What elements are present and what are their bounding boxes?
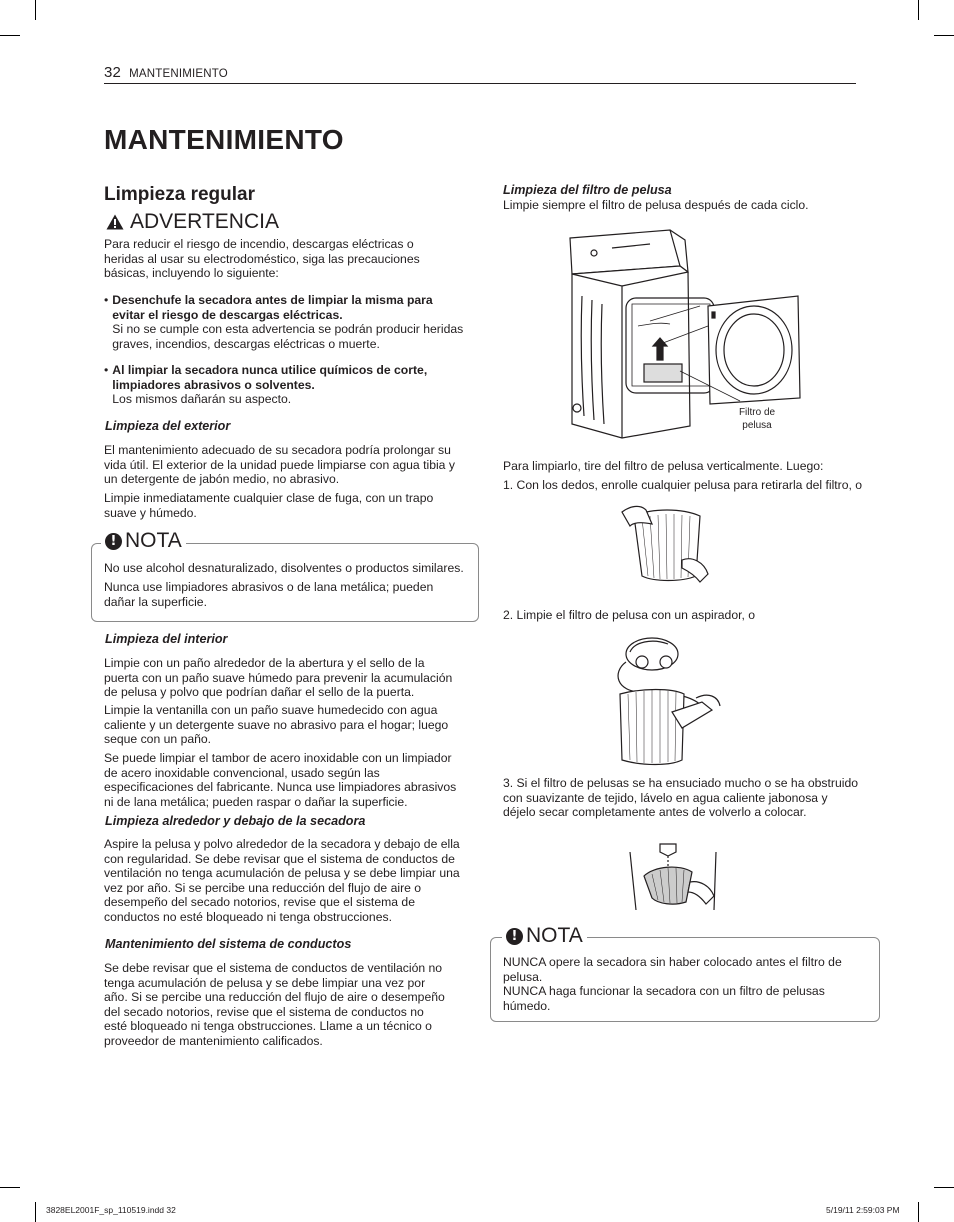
vacuum-cleaning-illustration bbox=[612, 632, 722, 767]
warning-label: ADVERTENCIA bbox=[130, 210, 279, 233]
warning-bullet: • Desenchufe la secadora antes de limpiar la misma para evitar el riesgo de descargas eléctricas. Si no se cumple con esta advertencia se podrán producir heridas graves, incendios, descargas eléctricas o muerte. bbox=[104, 293, 464, 351]
warning-bullet: • Al limpiar la secadora nunca utilice químicos de corte, limpiadores abrasivos o solventes. Los mismos dañarán su aspecto. bbox=[104, 363, 444, 407]
callout-line: pelusa bbox=[742, 420, 772, 431]
note-text: Nunca use limpiadores abrasivos o de lana metálica; pueden dañar la superficie. bbox=[104, 580, 434, 609]
paragraph: Limpie con un paño alrededor de la abertura y el sello de la puerta con un paño suave húmedo para prevenir la acumulación de pelusa y polvo que podrían dañar el sello de la puerta. bbox=[104, 656, 453, 700]
paragraph: Limpie la ventanilla con un paño suave humedecido con agua caliente y un detergente suave no abrasivo para el hogar; luego seque con un paño. bbox=[104, 703, 449, 747]
subheading-interior: Limpieza del interior bbox=[105, 632, 228, 646]
warning-title bbox=[106, 210, 279, 234]
footer-date: 5/19/11 2:59:03 PM bbox=[826, 1205, 900, 1215]
note-title: NOTA bbox=[125, 529, 182, 552]
step-2: 2. Limpie el filtro de pelusa con un aspirador, o bbox=[503, 608, 756, 622]
note-header bbox=[101, 529, 186, 553]
warning-intro: Para reducir el riesgo de incendio, descargas eléctricas o heridas al usar su electrodoméstico, siga las precauciones básicas, incluyendo lo siguiente: bbox=[104, 237, 420, 281]
page-number: 32 bbox=[104, 64, 122, 81]
warning-bullet-bold: Al limpiar la secadora nunca utilice químicos de corte, limpiadores abrasivos o solventes. bbox=[112, 363, 428, 392]
paragraph: El mantenimiento adecuado de su secadora podría prolongar su vida útil. El exterior de la unidad puede limpiarse con agua tibia y un detergente de jabón medio, no abrasivo. bbox=[104, 443, 455, 487]
subheading-ducts: Mantenimiento del sistema de conductos bbox=[105, 937, 352, 951]
note-text: NUNCA haga funcionar la secadora con un filtro de pelusas húmedo. bbox=[503, 984, 825, 1013]
washing-filter-illustration bbox=[630, 842, 720, 912]
paragraph: Aspire la pelusa y polvo alrededor de la secadora y debajo de ella con regularidad. Se debe revisar que el sistema de conductos de ventilación no tenga acumulación de pelusa y se debe limpiar una vez por año. Si se percibe una reducción del flujo de aire o desempeño del secado notorios, revise que el sistema de conductos no esté bloqueado ni tenga obstrucciones. bbox=[104, 837, 460, 924]
section-heading: Limpieza regular bbox=[104, 184, 255, 205]
paragraph: Limpie siempre el filtro de pelusa después de cada ciclo. bbox=[503, 198, 809, 212]
crop-mark bbox=[35, 0, 36, 20]
note-text: NUNCA opere la secadora sin haber colocado antes el filtro de pelusa. bbox=[503, 955, 842, 984]
paragraph: Se puede limpiar el tambor de acero inoxidable con un limpiador de acero inoxidable convencional, usado según las especificaciones del fabricante. Nunca use limpiadores abrasivos ni de lana metálica; pueden raspar o dañar la superficie. bbox=[104, 751, 457, 809]
paragraph: Limpie inmediatamente cualquier clase de fuga, con un trapo suave y húmedo. bbox=[104, 491, 434, 520]
note-header bbox=[502, 924, 587, 948]
filter-callout-label bbox=[722, 406, 792, 432]
footer-file: 3828EL2001F_sp_110519.indd 32 bbox=[46, 1205, 176, 1215]
step-1: 1. Con los dedos, enrolle cualquier pelusa para retirarla del filtro, o bbox=[503, 478, 863, 492]
crop-mark bbox=[35, 1202, 36, 1222]
note-text: No use alcohol desnaturalizado, disolventes o productos similares. bbox=[104, 561, 464, 575]
running-section: MANTENIMIENTO bbox=[129, 68, 228, 80]
running-header bbox=[104, 64, 228, 81]
warning-bullet-bold: Desenchufe la secadora antes de limpiar la misma para evitar el riesgo de descargas eléctricas. bbox=[112, 293, 433, 322]
crop-mark bbox=[0, 35, 20, 36]
page-title: MANTENIMIENTO bbox=[104, 124, 344, 155]
subheading-around: Limpieza alrededor y debajo de la secadora bbox=[105, 814, 366, 828]
step-3: 3. Si el filtro de pelusas se ha ensuciado mucho o se ha obstruido con suavizante de tejido, lávelo en agua caliente jabonosa y déjelo secar completamente antes de volverlo a colocar. bbox=[503, 776, 859, 820]
subheading-lint-filter: Limpieza del filtro de pelusa bbox=[503, 183, 672, 197]
paragraph: Para limpiarlo, tire del filtro de pelusa verticalmente. Luego: bbox=[503, 459, 824, 473]
warning-triangle-icon bbox=[106, 214, 124, 230]
warning-bullet-text: Los mismos dañarán su aspecto. bbox=[112, 392, 292, 407]
crop-mark bbox=[918, 0, 919, 20]
subheading-exterior: Limpieza del exterior bbox=[105, 419, 231, 433]
warning-bullet-text: Si no se cumple con esta advertencia se podrán producir heridas graves, incendios, descargas eléctricas o muerte. bbox=[112, 322, 464, 351]
exclamation-icon: ! bbox=[105, 533, 122, 550]
header-rule bbox=[104, 83, 856, 84]
lint-filter-fingers-illustration bbox=[612, 502, 712, 586]
crop-mark bbox=[0, 1187, 20, 1188]
callout-line: Filtro de bbox=[738, 407, 776, 418]
note-title: NOTA bbox=[526, 924, 583, 947]
exclamation-icon: ! bbox=[506, 928, 523, 945]
crop-mark bbox=[934, 35, 954, 36]
crop-mark bbox=[918, 1202, 919, 1222]
crop-mark bbox=[934, 1187, 954, 1188]
paragraph: Se debe revisar que el sistema de conductos de ventilación no tenga acumulación de pelusa y se debe limpiar una vez por año. Si se percibe una reducción del flujo de aire o desempeño del secado notorios, revise que el sistema de conductos no esté bloqueado ni tenga obstrucciones. Llame a un técnico o proveedor de mantenimiento calificados. bbox=[104, 961, 445, 1048]
